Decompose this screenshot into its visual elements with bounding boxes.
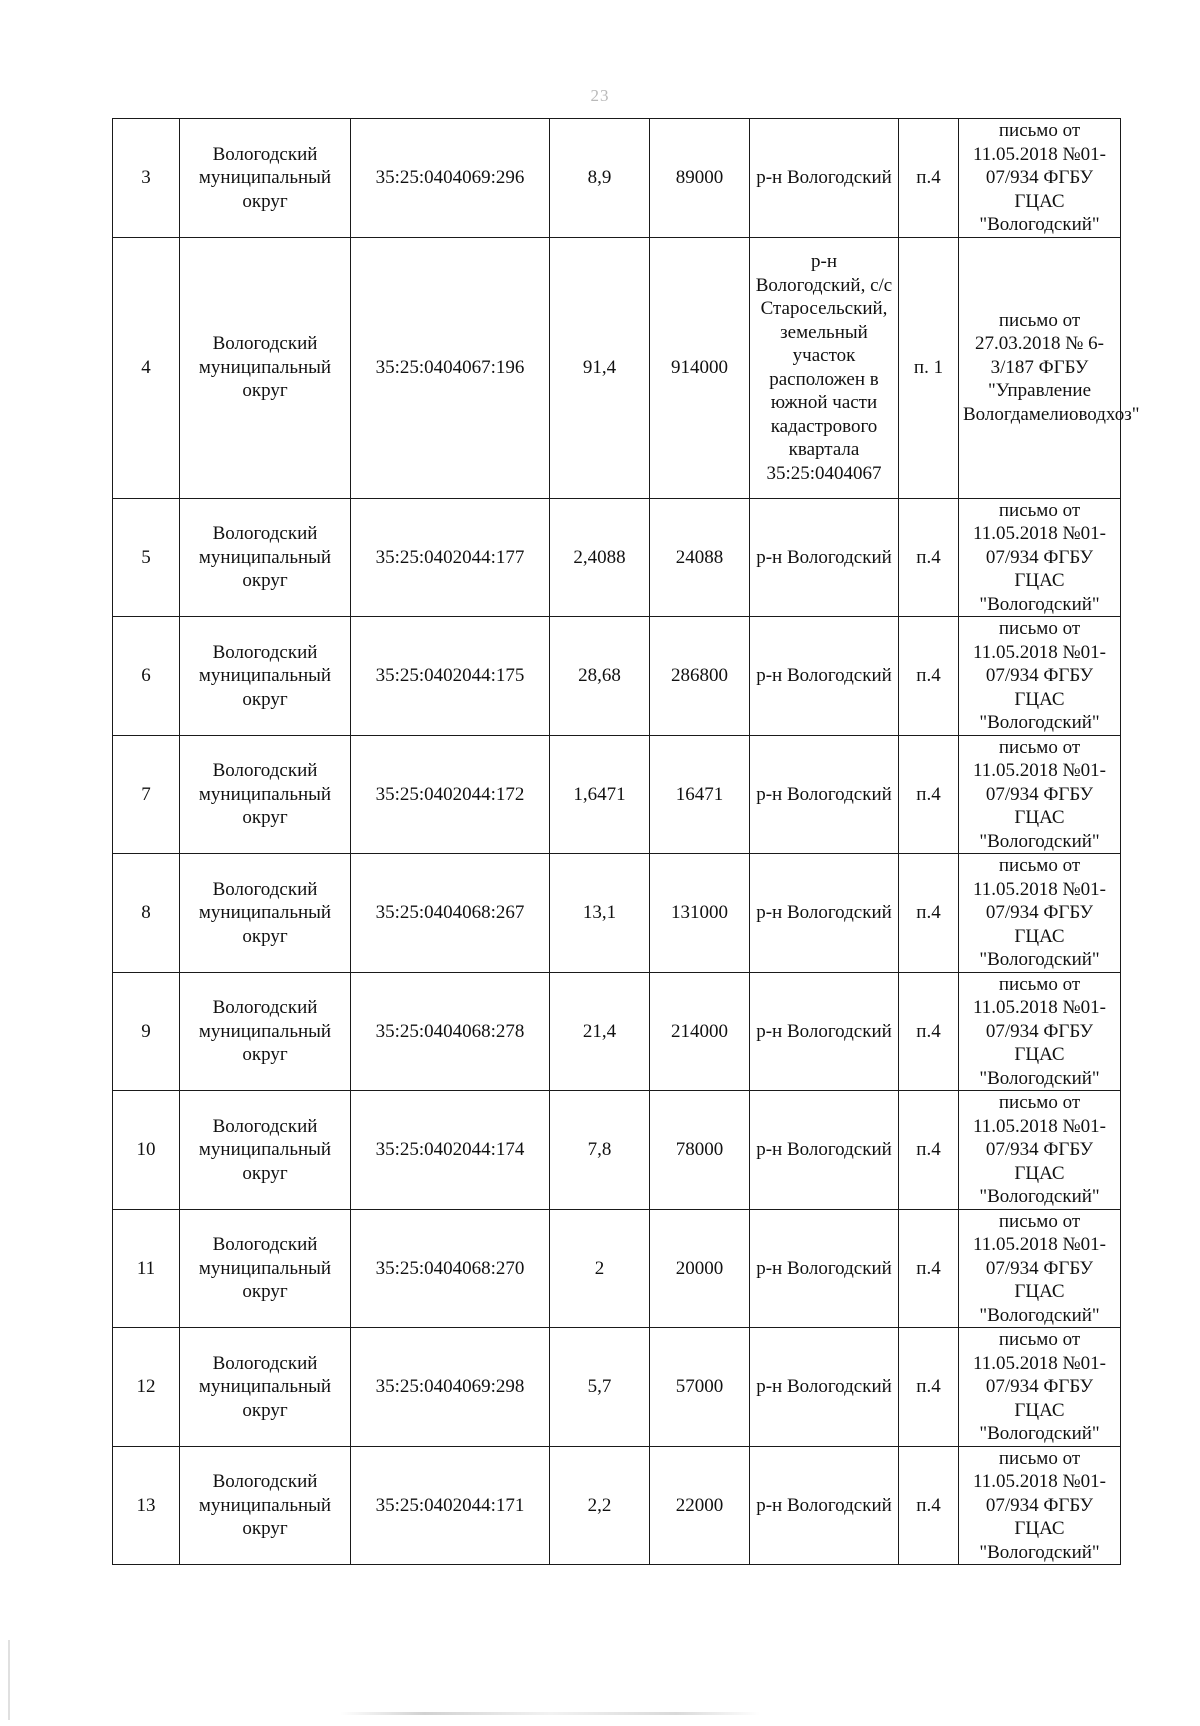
area-ha: 7,8 [550,1091,650,1210]
area-m2: 22000 [650,1446,750,1565]
clause: п.4 [899,735,959,854]
municipality: Вологодский муниципальный округ [180,617,351,736]
basis-document: письмо от 11.05.2018 №01-07/934 ФГБУ ГЦАС "Вологодский" [959,617,1121,736]
row-number: 6 [113,617,180,736]
table-row [113,1446,1121,1565]
area-m2: 24088 [650,498,750,617]
area-ha: 2 [550,1209,650,1328]
basis-document: письмо от 11.05.2018 №01-07/934 ФГБУ ГЦАС "Вологодский" [959,735,1121,854]
location: р-н Вологодский [750,854,899,973]
location: р-н Вологодский [750,735,899,854]
row-number: 3 [113,119,180,238]
area-m2: 20000 [650,1209,750,1328]
area-ha: 28,68 [550,617,650,736]
clause: п.4 [899,854,959,973]
clause: п.4 [899,1446,959,1565]
cadastral-number: 35:25:0402044:172 [351,735,550,854]
municipality: Вологодский муниципальный округ [180,119,351,238]
table-row [113,237,1121,498]
area-ha: 21,4 [550,972,650,1091]
location: р-н Вологодский [750,498,899,617]
location: р-н Вологодский [750,617,899,736]
basis-document: письмо от 11.05.2018 №01-07/934 ФГБУ ГЦАС "Вологодский" [959,119,1121,238]
row-number: 7 [113,735,180,854]
table-row [113,617,1121,736]
cadastral-number: 35:25:0404068:270 [351,1209,550,1328]
location: р-н Вологодский [750,1091,899,1210]
clause: п.4 [899,1091,959,1210]
clause: п.4 [899,498,959,617]
cadastral-number: 35:25:0402044:175 [351,617,550,736]
basis-document: письмо от 11.05.2018 №01-07/934 ФГБУ ГЦАС "Вологодский" [959,1328,1121,1447]
municipality: Вологодский муниципальный округ [180,1209,351,1328]
area-m2: 286800 [650,617,750,736]
table-row [113,1091,1121,1210]
location: р-н Вологодский [750,119,899,238]
page-number: 23 [590,86,610,105]
area-ha: 2,2 [550,1446,650,1565]
clause: п.4 [899,119,959,238]
cadastral-number: 35:25:0402044:177 [351,498,550,617]
basis-document: письмо от 11.05.2018 №01-07/934 ФГБУ ГЦАС "Вологодский" [959,1091,1121,1210]
area-ha: 1,6471 [550,735,650,854]
cadastral-number: 35:25:0404069:298 [351,1328,550,1447]
area-m2: 57000 [650,1328,750,1447]
land-plots-table [112,118,1140,1565]
basis-document: письмо от 27.03.2018 № 6-3/187 ФГБУ "Управление Вологдамелиоводхоз" [959,237,1121,498]
cadastral-number: 35:25:0404067:196 [351,237,550,498]
area-ha: 2,4088 [550,498,650,617]
row-number: 4 [113,237,180,498]
location: р-н Вологодский [750,1446,899,1565]
table-row [113,119,1121,238]
table-row [113,498,1121,617]
clause: п.4 [899,1328,959,1447]
municipality: Вологодский муниципальный округ [180,498,351,617]
basis-document: письмо от 11.05.2018 №01-07/934 ФГБУ ГЦАС "Вологодский" [959,1446,1121,1565]
cadastral-number: 35:25:0404068:278 [351,972,550,1091]
scan-artifact [340,1712,760,1715]
area-m2: 89000 [650,119,750,238]
basis-document: письмо от 11.05.2018 №01-07/934 ФГБУ ГЦАС "Вологодский" [959,1209,1121,1328]
basis-document: письмо от 11.05.2018 №01-07/934 ФГБУ ГЦАС "Вологодский" [959,972,1121,1091]
location: р-н Вологодский [750,1328,899,1447]
row-number: 10 [113,1091,180,1210]
municipality: Вологодский муниципальный округ [180,972,351,1091]
clause: п. 1 [899,237,959,498]
area-m2: 214000 [650,972,750,1091]
location: р-н Вологодский, с/с Старосельский, земельный участок расположен в южной части кадастрового квартала 35:25:0404067 [750,237,899,498]
row-number: 9 [113,972,180,1091]
location: р-н Вологодский [750,1209,899,1328]
cadastral-number: 35:25:0402044:174 [351,1091,550,1210]
area-ha: 91,4 [550,237,650,498]
clause: п.4 [899,972,959,1091]
municipality: Вологодский муниципальный округ [180,735,351,854]
clause: п.4 [899,617,959,736]
area-m2: 78000 [650,1091,750,1210]
scan-edge-artifact [8,1640,10,1720]
area-m2: 16471 [650,735,750,854]
area-ha: 13,1 [550,854,650,973]
basis-document: письмо от 11.05.2018 №01-07/934 ФГБУ ГЦАС "Вологодский" [959,498,1121,617]
cadastral-number: 35:25:0402044:171 [351,1446,550,1565]
row-number: 5 [113,498,180,617]
cadastral-number: 35:25:0404068:267 [351,854,550,973]
municipality: Вологодский муниципальный округ [180,1446,351,1565]
area-m2: 914000 [650,237,750,498]
basis-document: письмо от 11.05.2018 №01-07/934 ФГБУ ГЦАС "Вологодский" [959,854,1121,973]
table-row [113,735,1121,854]
municipality: Вологодский муниципальный округ [180,1091,351,1210]
municipality: Вологодский муниципальный округ [180,1328,351,1447]
cadastral-number: 35:25:0404069:296 [351,119,550,238]
table-row [113,854,1121,973]
row-number: 12 [113,1328,180,1447]
location: р-н Вологодский [750,972,899,1091]
municipality: Вологодский муниципальный округ [180,237,351,498]
row-number: 8 [113,854,180,973]
row-number: 13 [113,1446,180,1565]
area-ha: 8,9 [550,119,650,238]
municipality: Вологодский муниципальный округ [180,854,351,973]
table-row [113,972,1121,1091]
row-number: 11 [113,1209,180,1328]
area-ha: 5,7 [550,1328,650,1447]
area-m2: 131000 [650,854,750,973]
table-row [113,1328,1121,1447]
table-row [113,1209,1121,1328]
clause: п.4 [899,1209,959,1328]
